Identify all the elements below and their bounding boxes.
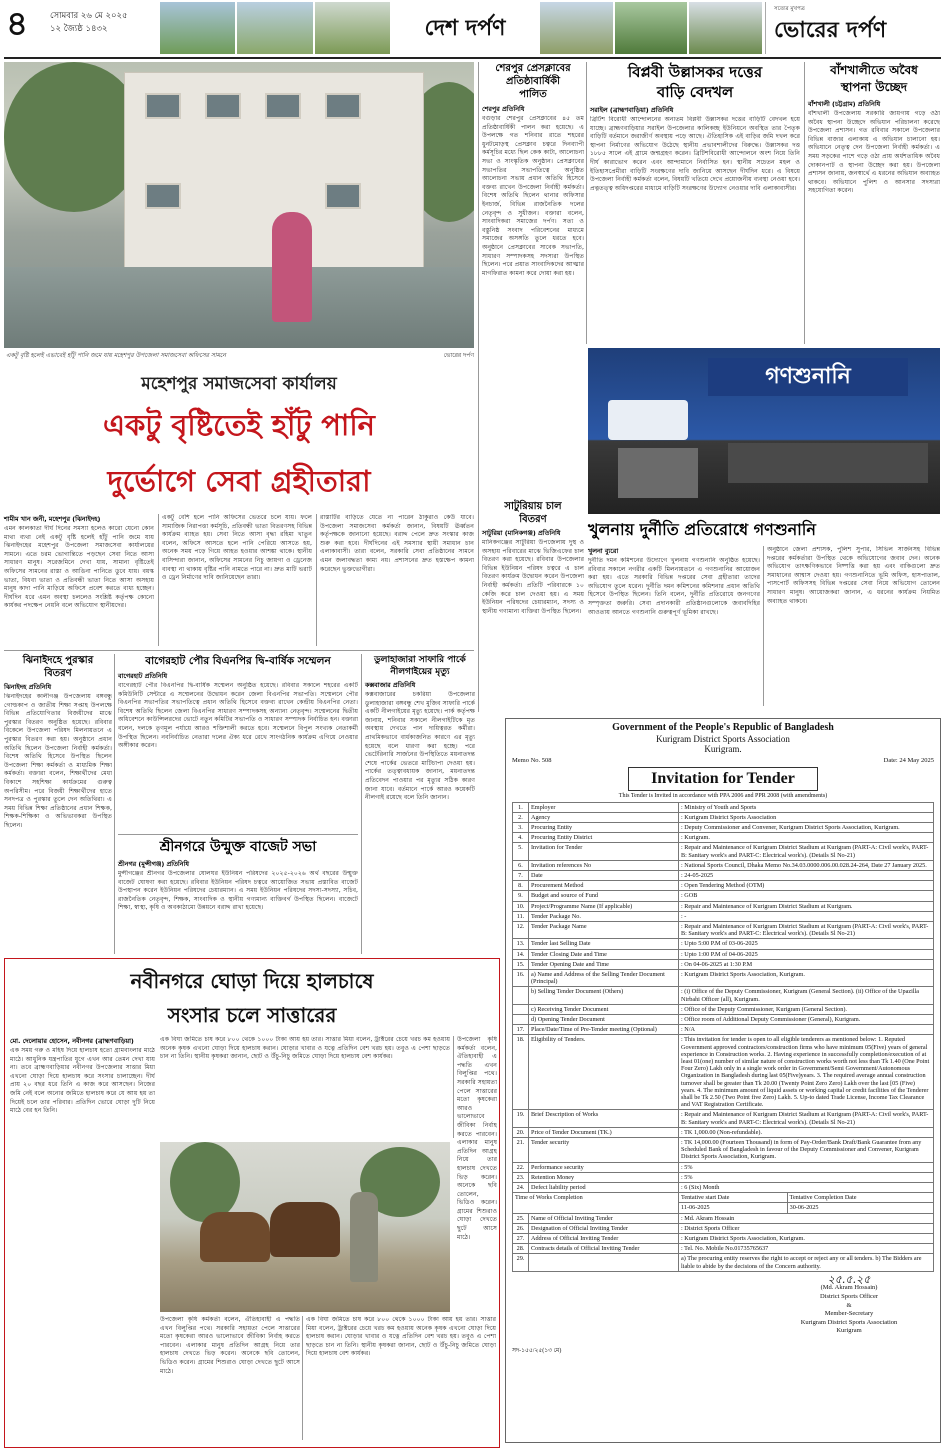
tender-cell-v: : Repair and Maintenance of Kurigram District Stadium at Kurigram (PART-A: Civil work's, PART-B: Sanitary work's and PART-C: Electrical work's). (Details Sl No-21) <box>679 921 934 938</box>
tender-row <box>513 1213 934 1223</box>
tender-cell-k: Procuring Entity District <box>529 833 679 843</box>
tender-cell-k: c) Receiving Tender Document <box>529 1004 679 1014</box>
dulahazara-story <box>365 654 475 951</box>
tender-head-2: Kurigram District Sports Association <box>656 733 790 744</box>
tender-cell-k: Price of Tender Document (TK.) <box>529 1127 679 1137</box>
tender-cell-k: b) Selling Tender Document (Others) <box>529 987 679 1004</box>
jhenaidah-headline-1: ঝিনাইদহে পুরস্কার <box>22 655 94 666</box>
page-number: ৪ <box>6 4 29 44</box>
tender-row <box>513 911 934 921</box>
tender-cell-v: : TK 1,000.00 (Non-refundable). <box>679 1127 934 1137</box>
lead-body-b: একটু বেশি হলে পানি অফিসের ভেতরে চলে যায়। ফলে সামাজিক নিরাপত্তা কর্মসূচি, প্রতিবন্ধী ভাতা বিতরণসহ বিভিন্ন কার্যক্রম ব্যাহত হয়। সেবা নিতে আসা বৃদ্ধা রহিমা খাতুন বলেন, অফিসে আসতে হলে পানি পেরিয়ে আসতে হয়, অনেক সময় পড়ে গিয়ে আহত হওয়ার আশঙ্কা থাকে। স্থানীয় বাসিন্দারা জানান, অফিসের সামনের নিচু জায়গা ও ড্রেনেজ ব্যবস্থা না থাকায় বৃষ্টির পানি নামতে পারে না। দ্রুত মাটি ভরাট ও ড্রেন নির্মাণের দাবি জানিয়েছেন তারা। <box>162 514 312 582</box>
masthead-photo <box>689 2 762 54</box>
tender-row <box>513 901 934 911</box>
tender-row <box>513 959 934 969</box>
tender-cell-n: 12. <box>513 921 529 938</box>
biplobi-headline-2: বাড়ি বেদখল <box>656 83 734 101</box>
tender-cell-n: 27. <box>513 1234 529 1244</box>
dulahazara-headline-1: ডুলাহাজারা সাফারি পার্কে <box>374 655 466 665</box>
tender-row <box>513 1004 934 1014</box>
lead-body-a: এমন কালকাতা দীর্ঘ দিনের সমস্যা হলেও কারো যেনো কোন মাথা ব্যথা নেই একটু বৃষ্টি হলেই হাঁটু পানি জমে যায় ঝিনাইদহের মহেশপুর উপজেলা সমাজসেবা কার্যালয়ের সামনে। এতে চরম ভোগান্তিতে পড়ছেন সেবা নিতে আসা সাধারণ মানুষ। সরেজমিনে দেখা যায়, সামান্য বৃষ্টিতেই অফিসের সামনের রাস্তা ও আঙিনা পানিতে ডুবে যায়। বয়স্ক ভাতা, বিধবা ভাতা ও প্রতিবন্ধী ভাতা নিতে আসা অসহায় মানুষ কাদা পানি মাড়িয়ে অফিসে প্রবেশ করতে বাধ্য হচ্ছেন। দীর্ঘদিন ধরে এমন অবস্থা চললেও সংশ্লিষ্ট কর্তৃপক্ষ কোনো কার্যকর পদক্ষেপ নেয়নি বলে অভিযোগ স্থানীয়দের। <box>4 525 154 610</box>
biplobi-byline: সরাইল (ব্রাহ্মণবাড়িয়া) প্রতিনিধি <box>590 106 674 114</box>
lead-photo <box>4 62 474 348</box>
tender-cell-v: : Upto 5:00 P.M of 03-06-2025 <box>679 939 934 949</box>
tender-cell-v: a) The procuring entity reserves the right to accept or reject any or all tenders. b) The Bidders are liable to abide by the decisions of the Concern authority. <box>679 1254 934 1271</box>
satuiria-byline: সাটুরিয়া (মানিকগঞ্জ) প্রতিনিধি <box>482 529 561 537</box>
date-line-2: ১২ জ্যৈষ্ঠ ১৪৩২ <box>50 24 108 34</box>
column-rule <box>478 62 479 712</box>
tender-cell-k: Contracts details of Official Inviting Tender <box>529 1244 679 1254</box>
biplobi-story <box>590 62 800 341</box>
tender-cell-v: : Md. Akram Hossain <box>679 1213 934 1223</box>
photo-horse-2 <box>270 1202 340 1257</box>
tender-cell-k: Invitation references No <box>529 860 679 870</box>
tender-row <box>513 1025 934 1035</box>
tender-cell-k: Budget and source of Fund <box>529 891 679 901</box>
column-rule <box>586 62 587 344</box>
biplobi-headline-1: বিপ্লবী উল্লাসকর দত্তের <box>627 63 763 81</box>
jhenaidah-byline: ঝিনাইদহ প্রতিনিধি <box>4 683 52 691</box>
tender-sign-4: Member-Secretary <box>824 1310 874 1318</box>
sherpur-headline-3: পালিত <box>519 89 547 100</box>
photo-person <box>272 212 312 322</box>
tender-cell-k: Invitation for Tender <box>529 843 679 860</box>
tender-cell-k: Brief Description of Works <box>529 1110 679 1127</box>
tender-cell-n <box>513 1004 529 1014</box>
column-rule <box>361 654 362 954</box>
tender-cell-v: : District Sports Officer <box>679 1223 934 1233</box>
nabinagar-headline-2: সংসার চলে সাত্তারের <box>167 1003 337 1027</box>
bagerhat-story <box>118 654 358 832</box>
tender-cell-n <box>513 987 529 1004</box>
date-box <box>50 10 158 36</box>
section-rule <box>4 650 474 651</box>
hearing-banner: গণশুনানি <box>708 358 908 396</box>
tender-cell-n: 19. <box>513 1110 529 1127</box>
tender-cell-n <box>513 1014 529 1024</box>
satuiria-body: মানিকগঞ্জের সাটুরিয়া উপজেলায় দুস্থ ও অসহায় পরিবারের মাঝে ভিজিএফের চাল বিতরণ করা হয়েছে। রবিবার উপজেলার বিভিন্ন ইউনিয়ন পরিষদ চত্বরে এ চাল বিতরণ কার্যক্রম উদ্বোধন করেন উপজেলা নির্বাহী কর্মকর্তা। প্রতিটি পরিবারকে ১০ কেজি করে চাল দেওয়া হয়। এ সময় ইউনিয়ন পরিষদের চেয়ারম্যান, সদস্য ও স্থানীয় গণ্যমান্য ব্যক্তিরা উপস্থিত ছিলেন। <box>482 539 584 615</box>
tender-cell-v: : GOB <box>679 891 934 901</box>
tender-cell-n: 2. <box>513 812 529 822</box>
tender-cell-v: : 6 (Six) Month <box>679 1183 934 1193</box>
bagerhat-byline: বাগেরহাট প্রতিনিধি <box>118 672 168 680</box>
nabinagar-byline: মো. দেলোয়ার হোসেন, নবীনগর (ব্রাহ্মণবাড়িয়া) <box>10 1037 134 1045</box>
tender-cell-n: 8. <box>513 881 529 891</box>
tender-row <box>513 1223 934 1233</box>
nabinagar-column-1 <box>10 1036 155 1442</box>
tender-cell-k: Name of Official Inviting Tender <box>529 1213 679 1223</box>
tender-memo: Memo No. 508 <box>512 756 552 764</box>
photo-window <box>325 93 361 119</box>
tender-cell-v: : 5% <box>679 1172 934 1182</box>
tender-cell-n: 29. <box>513 1254 529 1271</box>
tender-row <box>513 1014 934 1024</box>
tender-cell-k: Eligibility of Tenders. <box>529 1035 679 1110</box>
hearing-photo <box>588 348 940 514</box>
tender-time-table <box>512 1192 934 1213</box>
tender-cell-v: : Kurigram. <box>679 833 934 843</box>
tender-cell-n: 28. <box>513 1244 529 1254</box>
tender-cell-k: Agency <box>529 812 679 822</box>
tender-cell-n: 25. <box>513 1213 529 1223</box>
tender-start-value: 11-06-2025 <box>679 1203 788 1213</box>
tender-row <box>513 1234 934 1244</box>
tender-row <box>513 921 934 938</box>
lead-photo-credit: ভোরের দর্পণ <box>443 352 474 359</box>
tender-cell-k: Designation of Official Inviting Tender <box>529 1223 679 1233</box>
tender-row <box>513 949 934 959</box>
tender-head-1: Government of the People's Republic of Bangladesh <box>612 722 834 733</box>
tender-row <box>513 1035 934 1110</box>
tender-footer-code: সদ-১৫৫/২৫(১৩ মে) <box>512 1348 562 1355</box>
lead-headline-1: একটু বৃষ্টিতেই হাঁটু পানি <box>103 408 375 442</box>
tender-row <box>513 833 934 843</box>
dulahazara-byline: কক্সবাজার প্রতিনিধি <box>365 681 416 689</box>
tender-cell-n: 6. <box>513 860 529 870</box>
tender-row <box>513 1138 934 1163</box>
section-title: দেশ দর্পণ <box>424 16 506 41</box>
photo-podium <box>618 448 698 498</box>
tender-cell-n: 1. <box>513 802 529 812</box>
tender-cell-n: 4. <box>513 833 529 843</box>
tender-row <box>513 939 934 949</box>
tender-cell-n: 15. <box>513 959 529 969</box>
tender-cell-v: : (i) Office of the Deputy Commissioner, Kurigram (General Section). (ii) Office of the Upazilla Nirbahi Officer (all), Kurigram. <box>679 987 934 1004</box>
tender-time-label: Time of Works Completion <box>513 1193 679 1213</box>
jhenaidah-headline-2: বিতরণ <box>44 668 72 679</box>
bashkhali-byline: বাঁশখালী (চট্টগ্রাম) প্রতিনিধি <box>808 100 881 108</box>
tender-sign-2: District Sports Officer <box>819 1293 878 1301</box>
tender-cell-k: Defect liability period <box>529 1183 679 1193</box>
tender-cell-n: 21. <box>513 1138 529 1163</box>
tender-cell-n: 7. <box>513 870 529 880</box>
banner-emblem <box>608 400 688 440</box>
photo-farmer <box>350 1192 378 1282</box>
tender-cell-n: 23. <box>513 1172 529 1182</box>
satuiria-headline-2: বিতরণ <box>519 514 547 525</box>
tender-cell-v: : Kurigram District Sports Association, Kurigram. <box>679 969 934 986</box>
tender-cell-v: : National Sports Council, Dhaka Memo No.34.03.0000.006.00.028.24-264, Date 27 January 2025. <box>679 860 934 870</box>
tender-cell-n: 18. <box>513 1035 529 1110</box>
sherpur-byline: শেরপুর প্রতিনিধি <box>482 105 525 113</box>
tender-cell-n: 9. <box>513 891 529 901</box>
bashkhali-headline-2: স্থাপনা উচ্ছেদ <box>840 80 908 94</box>
tender-cell-k: Tender Package No. <box>529 911 679 921</box>
hearing-body-a: দুর্নীতি দমন কমিশনের উদ্যোগে খুলনায় গণশুনানি অনুষ্ঠিত হয়েছে। রবিবার সকালে নগরীর একটি মিলনায়তনে এ গণশুনানির আয়োজন করা হয়। এতে সরকারি বিভিন্ন দপ্তরের সেবা গ্রহীতারা তাদের অভিযোগ তুলে ধরেন। দুর্নীতি দমন কমিশনের কমিশনার প্রধান অতিথি হিসেবে উপস্থিত ছিলেন। তিনি বলেন, দুর্নীতি প্রতিরোধে জনগণের সম্পৃক্ততা জরুরি। সেবা প্রদানকারী প্রতিষ্ঠানগুলোকে জবাবদিহির আওতায় আনতে গণশুনানি গুরুত্বপূর্ণ ভূমিকা রাখছে। <box>588 557 760 616</box>
masthead-photo <box>540 2 613 54</box>
jhenaidah-story <box>4 654 112 973</box>
column-rule <box>302 1316 303 1440</box>
tender-cell-k: Tender Closing Date and Time <box>529 949 679 959</box>
hearing-column-1 <box>588 546 760 712</box>
tender-cell-n: 5. <box>513 843 529 860</box>
tender-row <box>513 860 934 870</box>
tender-cell-k: Tender Opening Date and Time <box>529 959 679 969</box>
tender-row <box>513 1172 934 1182</box>
tender-cell-n: 26. <box>513 1223 529 1233</box>
jhenaidah-body: ঝিনাইদহের কালীগঞ্জ উপজেলায় বঙ্গবন্ধু গোল্ডকাপ ও জাতীয় শিক্ষা সপ্তাহ উপলক্ষে বিভিন্ন প্রতিযোগিতার বিজয়ীদের মাঝে পুরস্কার বিতরণ অনুষ্ঠিত হয়েছে। রবিবার বিকেলে উপজেলা পরিষদ মিলনায়তনে এ পুরস্কার বিতরণ করা হয়। অনুষ্ঠানে প্রধান অতিথি ছিলেন উপজেলা নির্বাহী কর্মকর্তা। বিশেষ অতিথি হিসেবে উপস্থিত ছিলেন উপজেলা শিক্ষা কর্মকর্তা ও মাধ্যমিক শিক্ষা কর্মকর্তা। বক্তারা বলেন, শিক্ষার্থীদের মেধা বিকাশে সহশিক্ষা কার্যক্রমের গুরুত্ব অপরিসীম। পরে বিজয়ী শিক্ষার্থীদের হাতে সনদপত্র ও পুরস্কার তুলে দেন অতিথিরা। এ সময় বিভিন্ন শিক্ষা প্রতিষ্ঠানের প্রধান শিক্ষক, শিক্ষক-শিক্ষিকা ও অভিভাবকরা উপস্থিত ছিলেন। <box>4 693 112 829</box>
lead-column-1 <box>4 514 154 646</box>
tender-head-3: Kurigram. <box>704 744 742 754</box>
nabinagar-headline-1: নবীনগরে ঘোড়া দিয়ে হালচাষে <box>130 969 374 993</box>
nabinagar-body-a: এক সময় গরু ও মহিষ দিয়ে হালচাষ হতো গ্রামবাংলার মাঠে মাঠে। আধুনিক যন্ত্রপাতির যুগে এখন আর তেমন দেখা যায় না। তবে ব্রাহ্মণবাড়িয়ার নবীনগর উপজেলার সাত্তার মিয়া এখনো ঘোড়া দিয়ে হালচাষ করে সংসার চালাচ্ছেন। দীর্ঘ প্রায় ২০ বছর ধরে তিনি এ কাজ করে আসছেন। নিজের জমি নেই বলে অন্যের জমিতে হালচাষ করে যে আয় হয় তা দিয়েই চলে তার পরিবার। প্রতিদিন ভোরে ঘোড়া দুটি নিয়ে মাঠে বের হন তিনি। <box>10 1047 155 1115</box>
tender-cell-v: : TK 14,000.00 (Fourteen Thousand) in form of Pay-Order/Bank Draft/Bank Guarantee from any Scheduled Bank of Bangladesh in favour of the Deputy Commissioner and Convener, Kurigram District Sports Association, Kurigram. <box>679 1138 934 1163</box>
horse-plough-photo <box>160 1142 450 1312</box>
tender-cell-k: Retention Money <box>529 1172 679 1182</box>
nabinagar-body-b-continued: এক বিঘা জমিতে চাষ করে ৮০০ থেকে ১০০০ টাকা আয় হয় তার। সাত্তার মিয়া বলেন, ট্রাক্টরের চেয়ে খরচ কম হওয়ায় অনেক কৃষক এখনো ঘোড়া দিয়ে হালচাষ করান। ঘোড়ার খাবার ও যত্নে প্রতিদিন বেশ খরচ হয়। তবুও এ পেশা ছাড়তে চান না তিনি। স্থানীয় কৃষকরা জানান, ছোট ও উঁচু-নিচু জমিতে ঘোড়া দিয়ে হালচাষ বেশ কার্যকর। <box>306 1316 496 1358</box>
tender-row <box>513 881 934 891</box>
hearing-byline: খুলনা ব্যুরো <box>588 547 619 555</box>
tender-table-2 <box>512 1213 934 1272</box>
tender-cell-k: d) Opening Tender Document <box>529 1014 679 1024</box>
tender-row <box>513 891 934 901</box>
tender-end-value: 30-06-2025 <box>787 1203 933 1213</box>
masthead-photo <box>237 2 312 54</box>
tender-cell-v: : Kurigram District Sports Association, Kurigram. <box>679 1234 934 1244</box>
masthead-photo <box>615 2 688 54</box>
tender-cell-n: 22. <box>513 1162 529 1172</box>
tender-cell-v: : This invitation for tender is open to all eligible tenderers as mentioned below: 1. Reputed Government approved contractors/construction firms who have minimum 05(Five) years of general experience in Construction works. 2. Having experience in successfully completion/execution of at least 01(one) number of similar nature of construction works worth not less than Tk 1.40 (One Point Four Zero) Lakh only in a single work order in Government/Semi Government/Autonomous Organization in Bangladesh during last 05(Five)years. 3. The required average annual construction turnover shall be greater than Tk 20.00 (Twenty Point Zero Zero) Lakh over the last [05 (Five) years. 4. The minimum amount of liquid assets or working capital or credit facilities of the Tenderer shall be Tk 2.50 (Two Point five Zero) Lakh. 5. Up-to dated Trade License, Income Tax Clearance and VAT Registration Certificate. <box>679 1035 934 1110</box>
brand-tagline: সত্যের মুখপত্র <box>774 6 805 12</box>
lead-headline-2: দুর্ভোগে সেবা গ্রহীতারা <box>107 464 371 498</box>
column-rule <box>158 514 159 646</box>
bashkhali-headline-1: বাঁশখালীতে অবৈধ <box>830 63 918 77</box>
sherpur-headline-1: শেরপুর প্রেসক্লাবের <box>495 63 571 74</box>
tender-row <box>513 822 934 832</box>
tender-row <box>513 1127 934 1137</box>
sherpur-story <box>482 62 584 495</box>
biplobi-body: ব্রিটিশ বিরোধী আন্দোলনের অন্যতম বিপ্লবী উল্লাসকর দত্তের বাড়িটি বেদখল হয়ে যাচ্ছে। ব্রাহ্মণবাড়িয়ার সরাইল উপজেলার কালিকচ্ছ ইউনিয়নে অবস্থিত তার পৈতৃক বাড়িটি বর্তমানে জরাজীর্ণ অবস্থায় পড়ে আছে। ঐতিহাসিক এই বাড়ির জমি দখল করে স্থাপনা নির্মাণের অভিযোগ উঠেছে স্থানীয় প্রভাবশালীদের বিরুদ্ধে। উল্লাসকর দত্ত ১৮৮৫ সালে এই গ্রামে জন্মগ্রহণ করেন। ব্রিটিশবিরোধী আন্দোলনে অংশ নিয়ে তিনি দীর্ঘ কারাভোগ করেন এবং আন্দামানে নির্বাসিত হন। স্থানীয় সচেতন মহল ও ইতিহাসপ্রেমীরা বাড়িটি সংরক্ষণের দাবি জানিয়ে আসছেন দীর্ঘদিন ধরে। এ বিষয়ে উপজেলা নির্বাহী কর্মকর্তা বলেন, বিষয়টি খতিয়ে দেখে প্রয়োজনীয় ব্যবস্থা নেওয়া হবে। প্রত্নতত্ত্ব অধিদপ্তরের মাধ্যমে বাড়িটি সংরক্ষণের উদ্যোগ নেওয়ার দাবি এলাকাবাসীর। <box>590 116 800 192</box>
column-rule <box>763 546 764 706</box>
hearing-body-b: অনুষ্ঠানে জেলা প্রশাসক, পুলিশ সুপার, সিভিল সার্জনসহ বিভিন্ন দপ্তরের কর্মকর্তারা উপস্থিত থেকে অভিযোগের জবাব দেন। অনেক অভিযোগ তাৎক্ষণিকভাবে নিষ্পত্তি করা হয় এবং বাকিগুলো দ্রুত সমাধানের আশ্বাস দেওয়া হয়। গণশুনানিতে ভূমি অফিস, হাসপাতাল, পাসপোর্ট অফিসসহ বিভিন্ন দপ্তরের সেবা নিয়ে অভিযোগ তোলেন সাধারণ মানুষ। আয়োজকরা জানান, এ ধরনের কার্যক্রম নিয়মিত অব্যাহত থাকবে। <box>767 546 940 605</box>
tender-cell-k: Place/Date/Time of Pre-Tender meeting (Optional) <box>529 1025 679 1035</box>
tender-cell-v: : N/A <box>679 1025 934 1035</box>
tender-row <box>513 843 934 860</box>
masthead-rule <box>4 57 941 59</box>
tender-cell-n: 3. <box>513 822 529 832</box>
lead-kicker: মহেশপুর সমাজসেবা কার্যালয় <box>141 374 337 394</box>
tender-cell-v: : Upto 1:00 P.M of 04-06-2025 <box>679 949 934 959</box>
srinagar-headline: শ্রীনগরে উন্মুক্ত বাজেট সভা <box>159 839 317 855</box>
tender-row <box>513 1254 934 1271</box>
lead-body-c: রাস্তাটির বাড়িতে যেতে না পারেন ঠাকুরাও কেউ যাবে। উপজেলা সমাজসেবা কর্মকর্তা জানান, বিষয়টি ঊর্ধ্বতন কর্তৃপক্ষকে জানানো হয়েছে। বরাদ্দ পেলে দ্রুত সংস্কার কাজ শুরু করা হবে। দীর্ঘদিনের এই সমস্যার স্থায়ী সমাধান চান এলাকাবাসী। তারা বলেন, সরকারি সেবা প্রতিষ্ঠানের সামনে এমন জলাবদ্ধতা কাম্য নয়। প্রশাসনের দ্রুত হস্তক্ষেপ কামনা করেছেন ভুক্তভোগীরা। <box>320 514 474 573</box>
tender-cell-v: : Deputy Commissioner and Convener, Kurigram District Sports Association, Kurigram. <box>679 822 934 832</box>
tender-intro: This Tender is Invited in accordance with PPA 2006 and PPR 2008 (with amendments) <box>618 792 828 799</box>
lead-byline: শামীম খান জনী, মহেশপুর (ঝিনাইদহ) <box>4 515 101 523</box>
tender-row <box>513 870 934 880</box>
tender-cell-v: : Tel. No. Mobile No.01735765637 <box>679 1244 934 1254</box>
tender-cell-v: : Office room of Additional Deputy Commissioner (General), Kurigram. <box>679 1014 934 1024</box>
tender-table <box>512 802 934 1194</box>
dulahazara-body: কক্সবাজারের চকরিয়া উপজেলার ডুলাহাজারা বঙ্গবন্ধু শেখ মুজিব সাফারি পার্কে একটি নীলগাইয়ের মৃত্যু হয়েছে। পার্ক কর্তৃপক্ষ জানায়, শনিবার সকালে নীলগাইটিকে মৃত অবস্থায় দেখতে পান দায়িত্বরত কর্মীরা। প্রাথমিকভাবে বার্ধক্যজনিত কারণে এর মৃত্যু হয়েছে বলে ধারণা করা হচ্ছে। পরে ভেটেরিনারি সার্জনের উপস্থিতিতে ময়নাতদন্ত শেষে পার্কের ভেতরে মাটিচাপা দেওয়া হয়। পার্কের তত্ত্বাবধায়ক জানান, ময়নাতদন্ত প্রতিবেদন পাওয়ার পর মৃত্যুর সঠিক কারণ জানা যাবে। বর্তমানে পার্কে আরও কয়েকটি নীলগাই রয়েছে বলে তিনি জানান। <box>365 691 475 802</box>
tender-cell-v: : Repair and Maintenance of Kurigram District Stadium at Kurigram (PART-A: Civil work's, PART-B: Sanitary work's and PART-C: Electrical work's). (Details Sl No-21) <box>679 1110 934 1127</box>
sherpur-headline-2: প্রতিষ্ঠাবার্ষিকী <box>506 76 560 87</box>
tender-row <box>513 1183 934 1193</box>
tender-sign-1: (Md. Akram Hossain) <box>820 1284 878 1292</box>
tender-sign-5: Kurigram District Sports Association <box>800 1318 898 1326</box>
tender-cell-n: 14. <box>513 949 529 959</box>
section-rule <box>118 834 358 835</box>
tender-signature-date: ২৫.৫.২৫ <box>827 1272 871 1286</box>
bashkhali-body: বাঁশখালী উপজেলায় সরকারি জায়গায় গড়ে ওঠা অবৈধ স্থাপনা উচ্ছেদে অভিযান পরিচালনা করেছে উপজেলা প্রশাসন। গত রবিবার সকালে উপজেলার বিভিন্ন বাজার এলাকায় এ অভিযান চালানো হয়। অভিযানে নেতৃত্ব দেন উপজেলা নির্বাহী কর্মকর্তা। এ সময় সড়কের পাশে গড়ে ওঠা প্রায় অর্ধশতাধিক অবৈধ দোকানপাট ও স্থাপনা উচ্ছেদ করা হয়। উপজেলা প্রশাসন জানায়, জনস্বার্থে এ ধরনের অভিযান অব্যাহত থাকবে। অভিযানে পুলিশ ও আনসার সদস্যরা সহযোগিতা করেন। <box>808 110 940 195</box>
column-rule <box>114 654 115 954</box>
tender-title: Invitation for Tender <box>628 767 818 791</box>
tender-cell-k: Date <box>529 870 679 880</box>
photo-window <box>325 183 361 209</box>
tender-cell-n: 10. <box>513 901 529 911</box>
tender-cell-n: 13. <box>513 939 529 949</box>
tender-row <box>513 987 934 1004</box>
photo-window <box>145 183 181 209</box>
photo-window <box>205 93 241 119</box>
satuiria-headline-1: সাটুরিয়ায় চাল <box>504 501 562 512</box>
bagerhat-headline: বাগেরহাট পৌর বিএনপির দ্বি-বার্ষিক সম্মেলন <box>145 655 331 667</box>
photo-tree <box>170 1142 240 1222</box>
hearing-headline: খুলনায় দুর্নীতি প্রতিরোধে গণশুনানি <box>588 520 816 539</box>
masthead-photo-strip-right <box>540 2 762 54</box>
tender-cell-k: Address of Official Inviting Tender <box>529 1234 679 1244</box>
tender-cell-v: : Repair and Maintenance of Kurigram District Stadium at Kurigram (PART-A: Civil work's, PART-B: Sanitary work's and PART-C: Electrical work's). (Details Sl No-21) <box>679 843 934 860</box>
dulahazara-headline-2: নীলগাইয়ের মৃত্যু <box>390 667 450 677</box>
column-rule <box>453 1036 454 1138</box>
tender-cell-k: Performance security <box>529 1162 679 1172</box>
tender-cell-v: : Kurigram District Sports Association <box>679 812 934 822</box>
tender-cell-k: Tender last Selling Date <box>529 939 679 949</box>
nabinagar-body-c: উপজেলা কৃষি কর্মকর্তা বলেন, ঐতিহ্যবাহী এ পদ্ধতি এখন বিলুপ্তির পথে। সরকারি সহায়তা পেলে সাত্তারের মতো কৃষকেরা আরও ভালোভাবে জীবিকা নির্বাহ করতে পারবেন। এলাকার মানুষ প্রতিদিন আগ্রহ নিয়ে তার হালচাষ দেখতে ভিড় করেন। অনেকে ছবি তোলেন, ভিডিও করেন। গ্রামের শিশুরাও ঘোড়া দেখতে ছুটে আসে মাঠে। <box>160 1316 300 1375</box>
tender-date: Date: 24 May 2025 <box>883 756 934 764</box>
tender-cell-v: : Ministry of Youth and Sports <box>679 802 934 812</box>
tender-cell-k: Employer <box>529 802 679 812</box>
sherpur-body: বগুড়ার শেরপুর প্রেসক্লাবের ৪৫ তম প্রতিষ্ঠাবার্ষিকী পালন করা হয়েছে। এ উপলক্ষে গত শনিবার রাতে শহরের ধুনটমোড়স্থ প্রেসক্লাব চত্বরে দিনব্যাপী কর্মসূচির মধ্যে ছিল কেক কাটা, আলোচনা সভা ও সাংস্কৃতিক অনুষ্ঠান। প্রেসক্লাবের সভাপতির সভাপতিত্বে অনুষ্ঠিত আলোচনা সভায় প্রধান অতিথি হিসেবে বক্তব্য রাখেন উপজেলা নির্বাহী কর্মকর্তা। বিশেষ অতিথি ছিলেন থানার অফিসার ইনচার্জ, বিভিন্ন রাজনৈতিক দলের নেতৃবৃন্দ ও সুধীজন। বক্তারা বলেন, সাংবাদিকরা সমাজের দর্পণ। সত্য ও বস্তুনিষ্ঠ সংবাদ পরিবেশনের মাধ্যমে সমাজের অসঙ্গতি তুলে ধরতে হবে। অনুষ্ঠানে প্রেসক্লাবের সাবেক সভাপতি, সাধারণ সম্পাদকসহ সদস্যরা উপস্থিত ছিলেন। পরে প্রয়াত সাংবাদিকদের আত্মার মাগফিরাত কামনা করে দোয়া করা হয়। <box>482 115 584 277</box>
tender-cell-v: : Office of the Deputy Commissioner, Kurigram (General Section). <box>679 1004 934 1014</box>
brand-name: ভোরের দর্পণ <box>774 18 887 43</box>
tender-sign-3: & <box>846 1301 852 1309</box>
bagerhat-body: বাগেরহাট পৌর বিএনপির দ্বি-বার্ষিক সম্মেলন অনুষ্ঠিত হয়েছে। রবিবার সকালে শহরের একটি কমিউনিটি সেন্টারে এ সম্মেলনের উদ্বোধন করেন জেলা বিএনপির সভাপতি। সম্মেলনে পৌর বিএনপির সভাপতির সভাপতিত্বে প্রধান অতিথি হিসেবে বক্তব্য রাখেন কেন্দ্রীয় বিএনপির নেতা। বিশেষ অতিথি ছিলেন জেলা বিএনপির সাধারণ সম্পাদকসহ অন্যান্য নেতৃবৃন্দ। সম্মেলনের দ্বিতীয় অধিবেশনে কাউন্সিলরদের ভোটে নতুন কমিটির সভাপতি ও সাধারণ সম্পাদক নির্বাচিত হন। বক্তারা বলেন, দলকে তৃণমূল পর্যায়ে আরও শক্তিশালী করতে হবে। সম্মেলনে বিপুল সংখ্যক নেতাকর্মী উপস্থিত ছিলেন। নবনির্বাচিত নেতারা দলের ঐক্য ধরে রেখে সাংগঠনিক কার্যক্রম এগিয়ে নেওয়ার অঙ্গীকার করেন। <box>118 682 358 750</box>
photo-water <box>4 267 474 348</box>
tender-cell-k: Project/Programme Name (If applicable) <box>529 901 679 911</box>
tender-cell-k: a) Name and Address of the Selling Tender Document (Principal) <box>529 969 679 986</box>
tender-cell-k <box>529 1254 679 1271</box>
photo-window <box>265 93 301 119</box>
tender-cell-n: 16. <box>513 969 529 986</box>
date-line-1: সোমবার ২৬ মে ২০২৫ <box>50 11 128 21</box>
tender-cell-n: 20. <box>513 1127 529 1137</box>
tender-end-label: Tentative Completion Date <box>787 1193 933 1203</box>
tender-cell-v: : Open Tendering Method (OTM) <box>679 881 934 891</box>
satuiria-story <box>482 500 584 709</box>
photo-tree <box>4 62 144 212</box>
tender-row <box>513 1162 934 1172</box>
srinagar-body: মুন্সীগঞ্জের শ্রীনগর উপজেলার ষোলঘর ইউনিয়ন পরিষদের ২০২৫-২০২৬ অর্থ বছরের উন্মুক্ত বাজেট ঘোষণা করা হয়েছে। রবিবার ইউনিয়ন পরিষদ চত্বরে আয়োজিত সভায় প্রস্তাবিত বাজেট উপস্থাপন করেন ইউনিয়ন পরিষদের চেয়ারম্যান। এ সময় ইউনিয়ন পরিষদের সদস্য-সদস্যা, সচিব, রাজনৈতিক নেতৃবৃন্দ, শিক্ষক, সাংবাদিক ও স্থানীয় গণ্যমান্য ব্যক্তিবর্গ উপস্থিত ছিলেন। বাজেটে শিক্ষা, স্বাস্থ্য, কৃষি ও অবকাঠামো উন্নয়নে বরাদ্দ রাখা হয়েছে। <box>118 870 358 912</box>
srinagar-byline: শ্রীনগর (মুন্সীগঞ্জ) প্রতিনিধি <box>118 860 189 868</box>
tender-cell-v: : 5% <box>679 1162 934 1172</box>
photo-head-table <box>728 443 928 483</box>
srinagar-story <box>118 838 358 952</box>
brand-logo <box>765 2 940 54</box>
bashkhali-story <box>808 62 940 346</box>
tender-row <box>513 1244 934 1254</box>
tender-cell-v: : - <box>679 911 934 921</box>
photo-horse-1 <box>200 1212 270 1262</box>
tender-row <box>513 969 934 986</box>
tender-cell-k: Procurement Method <box>529 881 679 891</box>
tender-cell-k: Tender security <box>529 1138 679 1163</box>
column-rule <box>316 514 317 646</box>
tender-cell-v: : Repair and Maintenance of Kurigram District Stadium at Kurigram. <box>679 901 934 911</box>
masthead-photo <box>160 2 235 54</box>
tender-row <box>513 1110 934 1127</box>
tender-sign-6: Kurigram <box>836 1327 862 1335</box>
masthead-photo-strip-left <box>160 2 390 54</box>
masthead-photo <box>315 2 390 54</box>
tender-cell-k: Tender Package Name <box>529 921 679 938</box>
tender-start-label: Tentative start Date <box>679 1193 788 1203</box>
photo-window <box>145 93 181 119</box>
column-rule <box>804 62 805 344</box>
nabinagar-body-c-side: উপজেলা কৃষি কর্মকর্তা বলেন, ঐতিহ্যবাহী এ পদ্ধতি এখন বিলুপ্তির পথে। সরকারি সহায়তা পেলে সাত্তারের মতো কৃষকেরা আরও ভালোভাবে জীবিকা নির্বাহ করতে পারবেন। এলাকার মানুষ প্রতিদিন আগ্রহ নিয়ে তার হালচাষ দেখতে ভিড় করেন। অনেকে ছবি তোলেন, ভিডিও করেন। গ্রামের শিশুরাও ঘোড়া দেখতে ছুটে আসে মাঠে। <box>457 1036 497 1241</box>
tender-cell-v: : 24-05-2025 <box>679 870 934 880</box>
tender-cell-n: 24. <box>513 1183 529 1193</box>
tender-row <box>513 802 934 812</box>
tender-cell-v: : On 04-06-2025 at 1:30 P.M <box>679 959 934 969</box>
tender-cell-n: 11. <box>513 911 529 921</box>
tender-notice <box>505 718 941 1443</box>
tender-cell-n: 17. <box>513 1025 529 1035</box>
tender-row <box>513 812 934 822</box>
nabinagar-body-b: এক বিঘা জমিতে চাষ করে ৮০০ থেকে ১০০০ টাকা আয় হয় তার। সাত্তার মিয়া বলেন, ট্রাক্টরের চেয়ে খরচ কম হওয়ায় অনেক কৃষক এখনো ঘোড়া দিয়ে হালচাষ করান। ঘোড়ার খাবার ও যত্নে প্রতিদিন বেশ খরচ হয়। তবুও এ পেশা ছাড়তে চান না তিনি। স্থানীয় কৃষকরা জানান, ছোট ও উঁচু-নিচু জমিতে ঘোড়া দিয়ে হালচাষ বেশ কার্যকর। <box>160 1036 450 1061</box>
lead-photo-caption: একটু বৃষ্টি হলেই এভাবেই হাঁটু পানি জমে যায় মহেশপুর উপজেলা সমাজসেবা অফিসের সামনে <box>6 352 226 359</box>
tender-cell-k: Procuring Entity <box>529 822 679 832</box>
